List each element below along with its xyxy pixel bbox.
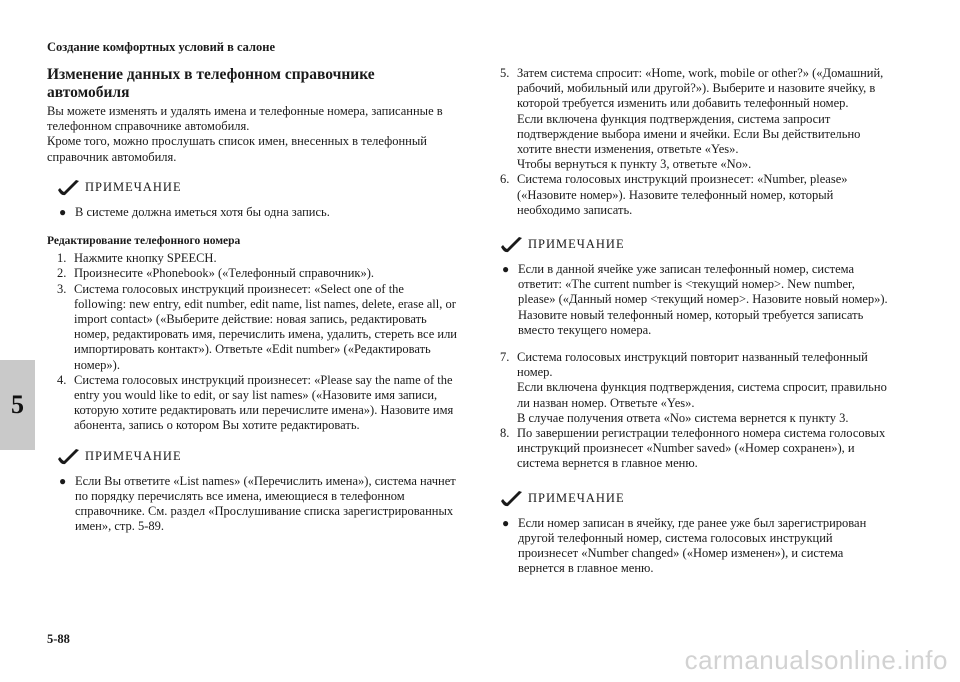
page-number: 5-88 — [47, 632, 70, 646]
list-item: 8. По завершении регистрации телефонного номера система голосовых инструкций произнесет «Number saved» («Номер сохранен»), и система вернется в главное меню. — [500, 426, 886, 471]
pencil-note-icon — [500, 236, 524, 254]
list-item: 5. Затем система спросит: «Home, work, mobile or other?» («Домашний, рабочий, мобильный или другой?»). Выберите и назовите ячейку, в которой требуется изменить или добавить телефонный номер. Если включена функция подтверждения, система запросит подтверждение выбора имени и ячейки. Если Вы действительно хотите внести изменения, ответьте «Yes». Чтобы вернуться к пункту 3, ответьте «No». — [500, 66, 884, 172]
list-item: 4. Система голосовых инструкций произнесет: «Please say the name of the entry you would like to edit, or say list names» («Назовите имя записи, которую хотите редактировать или перечислите имена»). Назовите имя абонента, запись о котором Вы хотите редактировать. — [57, 372, 454, 433]
list-item: 7. Система голосовых инструкций повторит названный телефонный номер. Если включена функция подтверждения, система спросит, правильно ли назван номер. Ответьте «Yes». В случае получения ответа «No» система вернется к пункту 3. — [500, 350, 887, 425]
note-title: ПРИМЕЧАНИЕ — [528, 237, 625, 252]
bullet-icon: ● — [502, 262, 510, 277]
note-block-2 — [57, 448, 457, 535]
note-title: ПРИМЕЧАНИЕ — [528, 491, 625, 506]
list-item: 1. Нажмите кнопку SPEECH. — [57, 251, 217, 266]
chapter-tab — [0, 360, 35, 450]
pencil-note-icon — [500, 490, 524, 508]
subsection-heading: Редактирование телефонного номера — [47, 235, 241, 248]
note-title: ПРИМЕЧАНИЕ — [85, 180, 182, 195]
note-text: Если номер записан в ячейку, где ранее уже был зарегистрирован другой телефонный номер, система голосовых инструкций произнесет «Number changed» («Номер изменен»), и система вернется в главное меню. — [518, 515, 867, 576]
right-column — [500, 66, 890, 576]
note-title: ПРИМЕЧАНИЕ — [85, 449, 182, 464]
section-title: Изменение данных в телефонном справочнике автомобиля — [47, 66, 375, 101]
list-item: 6. Система голосовых инструкций произнесет: «Number, please» («Назовите номер»). Назовите телефонный номер, который необходимо записать. — [500, 172, 848, 217]
note-block-1 — [57, 179, 457, 220]
list-item: 3. Система голосовых инструкций произнесет: «Select one of the following: new entry, edit number, edit name, list names, delete, erase all, or import contact» («Выберите действие: новая запись, редактировать номер, редактировать имя, перечислить имена, удалить, стереть все или импортировать контакт»). Ответьте «Edit number» («Редактировать номер»). — [57, 281, 457, 372]
bullet-icon: ● — [59, 473, 67, 488]
left-column — [47, 66, 457, 534]
note-block-3 — [500, 236, 890, 338]
intro-paragraph-2: Кроме того, можно прослушать список имен, внесенных в телефонный справочник автомобиля. — [47, 134, 427, 164]
note-text: Если в данной ячейке уже записан телефонный номер, система ответит: «The current number is <текущий номер>. New number, please» («Данный номер <текущий номер>. Назовите новый номер»). Назовите новый телефонный номер, который требуется записать вместо текущего номера. — [518, 262, 888, 337]
note-text: В системе должна иметься хотя бы одна запись. — [75, 204, 330, 219]
intro-paragraph-1: Вы можете изменять и удалять имена и телефонные номера, записанные в телефонном справочнике автомобиля. — [47, 104, 443, 134]
bullet-icon: ● — [59, 204, 67, 219]
pencil-note-icon — [57, 448, 81, 466]
running-header: Создание комфортных условий в салоне — [47, 40, 276, 54]
bullet-icon: ● — [502, 515, 510, 530]
note-text: Если Вы ответите «List names» («Перечислить имена»), система начнет по порядку перечислять все имена, имеющиеся в телефонном справочнике. См. раздел «Прослушивание списка зарегистрированных имен», стр. 5-89. — [75, 473, 456, 534]
list-item: 2. Произнесите «Phonebook» («Телефонный справочник»). — [57, 266, 375, 281]
note-block-4 — [500, 490, 890, 577]
watermark: carmanualsonline.info — [684, 645, 948, 675]
pencil-note-icon — [57, 179, 81, 197]
chapter-number: 5 — [11, 390, 24, 419]
